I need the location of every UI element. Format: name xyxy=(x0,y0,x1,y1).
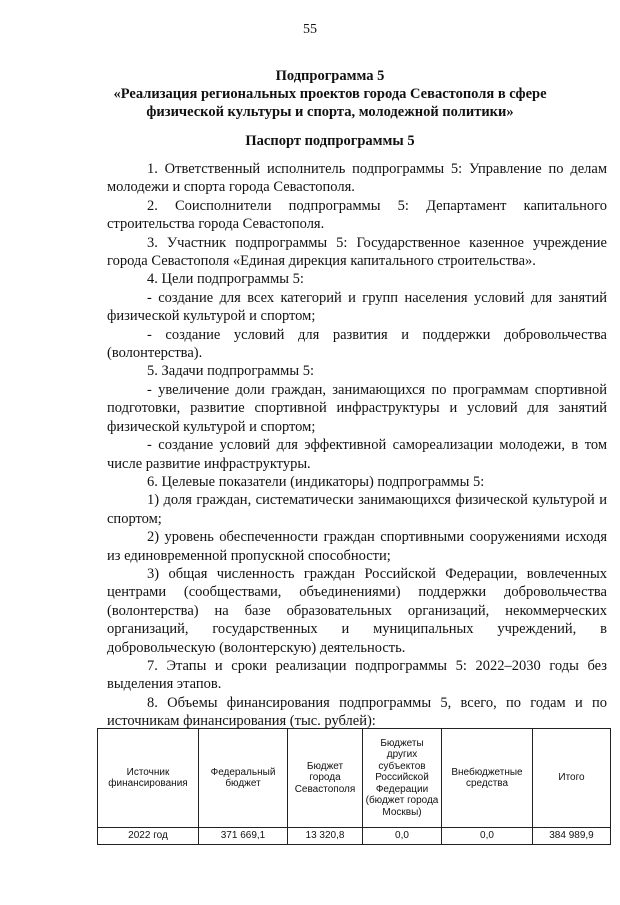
paragraph-participant: 3. Участник подпрограммы 5: Государственное казенное учреждение города Севастополя «Единая дирекция капитального строительства». xyxy=(107,234,607,270)
passport-title: Паспорт подпрограммы 5 xyxy=(245,133,415,149)
paragraph-tasks-heading: 5. Задачи подпрограммы 5: xyxy=(147,363,314,380)
table-header-row xyxy=(98,729,611,828)
cell-total: 384 989,9 xyxy=(533,828,611,845)
paragraph-goal-1: - создание для всех категорий и групп населения условий для занятий физической культурой и спортом; xyxy=(107,289,607,325)
paragraph-indicator-3: 3) общая численность граждан Российской Федерации, вовлеченных центрами (сообществами, объединениями) поддержки добровольчества (волонтерства) на базе образовательных организаций, некоммерческих организаций, государственных и муниципальных учреждений, в добровольческую (волонтерскую) деятельность. xyxy=(107,565,607,656)
subprogram-title: Подпрограмма 5 xyxy=(275,68,385,84)
paragraph-indicators-heading: 6. Целевые показатели (индикаторы) подпрограммы 5: xyxy=(147,473,485,490)
header-city-budget: Бюджет города Севастополя xyxy=(288,729,363,828)
header-other-subjects-budget: Бюджеты других субъектов Российской Федерации (бюджет города Москвы) xyxy=(363,729,442,828)
header-federal-budget: Федеральный бюджет xyxy=(199,729,288,828)
cell-year: 2022 год xyxy=(98,828,199,845)
cell-extrabudgetary: 0,0 xyxy=(442,828,533,845)
paragraph-stages: 7. Этапы и сроки реализации подпрограммы 5: 2022–2030 годы без выделения этапов. xyxy=(107,657,607,693)
paragraph-co-executors: 2. Соисполнители подпрограммы 5: Департамент капитального строительства города Севастополя. xyxy=(107,197,607,233)
header-total: Итого xyxy=(533,729,611,828)
cell-federal: 371 669,1 xyxy=(199,828,288,845)
page-number: 55 xyxy=(303,22,317,37)
header-extrabudgetary: Внебюджетные средства xyxy=(442,729,533,828)
paragraph-goal-2: - создание условий для развития и поддержки добровольчества (волонтерства). xyxy=(107,326,607,362)
paragraph-indicator-1: 1) доля граждан, систематически занимающихся физической культурой и спортом; xyxy=(107,492,607,527)
subprogram-name-line-2: физической культуры и спорта, молодежной политики» xyxy=(146,104,514,120)
subprogram-heading xyxy=(80,67,580,121)
paragraph-task-2: - создание условий для эффективной самореализации молодежи, в том числе развитие инфраструктуры. xyxy=(107,437,607,472)
paragraph-responsible-executor: 1. Ответственный исполнитель подпрограммы 5: Управление по делам молодежи и спорта города Севастополя. xyxy=(107,161,607,196)
paragraph-goals-heading: 4. Цели подпрограммы 5: xyxy=(147,271,304,288)
paragraph-task-1: - увеличение доли граждан, занимающихся по программам спортивной подготовки, развитие спортивной инфраструктуры и условий для занятий физической культурой и спортом; xyxy=(107,381,607,435)
financing-table xyxy=(97,728,611,845)
paragraph-financing: 8. Объемы финансирования подпрограммы 5, всего, по годам и по источникам финансирования (тыс. рублей): xyxy=(107,694,607,730)
cell-city: 13 320,8 xyxy=(288,828,363,845)
paragraph-indicator-2: 2) уровень обеспеченности граждан спортивными сооружениями исходя из единовременной пропускной способности; xyxy=(107,529,607,564)
passport-body xyxy=(107,160,607,731)
table-row xyxy=(98,828,611,845)
subprogram-name-line-1: «Реализация региональных проектов города Севастополя в сфере xyxy=(113,86,547,102)
cell-other-subjects: 0,0 xyxy=(363,828,442,845)
header-source: Источник финансирования xyxy=(98,729,199,828)
